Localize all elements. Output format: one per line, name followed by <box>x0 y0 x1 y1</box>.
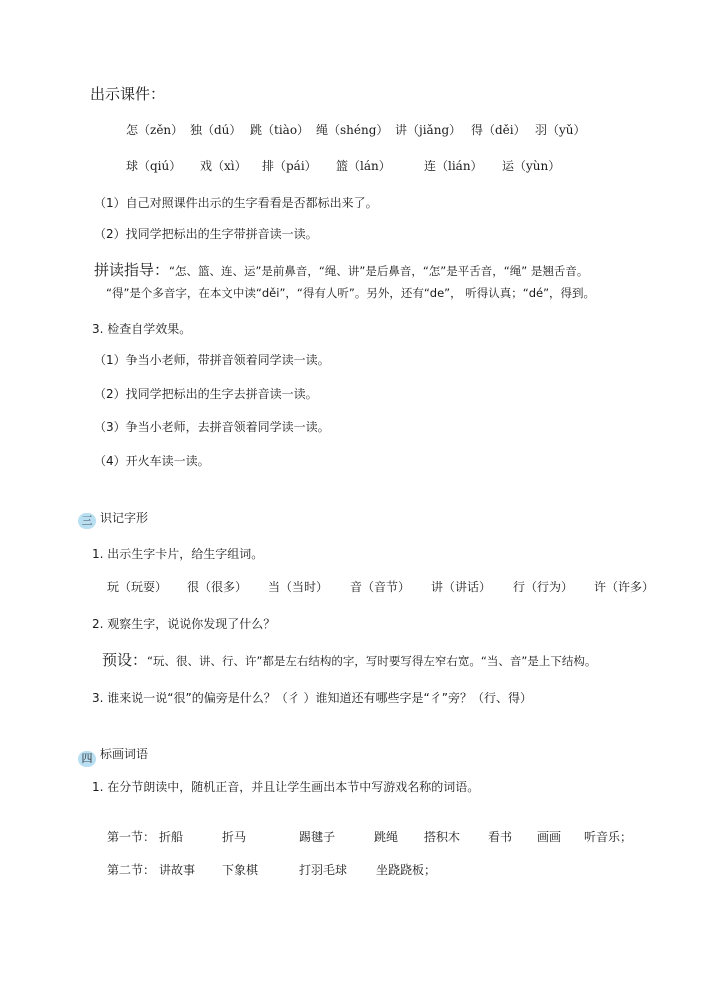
word-item: 很（很多） <box>187 580 248 594</box>
check-item: （1）争当小老师，带拼音领着同学读一读。 <box>94 353 330 367</box>
step-1: （1）自己对照课件出示的生字看看是否都标出来了。 <box>94 196 378 210</box>
word-item: 行（行为） <box>513 580 574 594</box>
char-item: 跳（tiào） <box>250 123 310 137</box>
game-word: 打羽毛球 <box>299 863 348 877</box>
char-item: 连（lián） <box>424 159 483 173</box>
char-item: 独（dú） <box>190 123 242 137</box>
game-word: 坐跷跷板； <box>376 863 437 877</box>
char-item: 排（pái） <box>262 159 317 173</box>
char-item: 运（yùn） <box>502 159 561 173</box>
word-item: 玩（玩耍） <box>107 580 168 594</box>
section-3-item-2: 2. 观察生字，说说你发现了什么？ <box>92 617 276 631</box>
game-word: 搭积木 <box>424 830 461 844</box>
char-item: 篮（lán） <box>336 159 391 173</box>
pronunciation-guide <box>94 260 588 280</box>
step-2: （2）找同学把标出的生字带拼音读一读。 <box>94 227 318 241</box>
char-item: 绳（shéng） <box>316 123 389 137</box>
guide-label: 拼读指导： <box>94 261 170 279</box>
check-item: （2）找同学把标出的生字去拼音读一读。 <box>94 387 318 401</box>
section-label: 第一节： <box>107 830 156 844</box>
section-3-item-3: 3. 谁来说一说“很”的偏旁是什么？（彳 ）谁知道还有哪些字是“彳”旁？（行、得） <box>92 691 532 705</box>
game-word: 折船 <box>159 830 184 844</box>
word-item: 许（许多） <box>594 580 655 594</box>
section-3-item-1: 1. 出示生字卡片，给生字组词。 <box>92 547 264 561</box>
game-word: 折马 <box>222 830 247 844</box>
check-item: （4）开火车读一读。 <box>94 454 210 468</box>
section-3-badge: 三 <box>78 513 96 529</box>
courseware-heading: 出示课件： <box>90 85 166 103</box>
check-item: （3）争当小老师，去拼音领着同学读一读。 <box>94 420 330 434</box>
char-item: 戏（xì） <box>200 159 247 173</box>
guide-line-2: “得”是个多音字，在本文中读“děi”，“得有人听”。另外，还有“de”， 听得认真；“dé”，得到。 <box>106 286 596 300</box>
game-word: 看书 <box>488 830 513 844</box>
char-item: 得（děi） <box>471 123 526 137</box>
section-4-item-1: 1. 在分节朗读中，随机正音，并且让学生画出本节中写游戏名称的词语。 <box>92 780 480 794</box>
game-word: 讲故事 <box>159 863 196 877</box>
game-word: 踢毽子 <box>299 830 336 844</box>
char-item: 羽（yǔ） <box>535 123 586 137</box>
char-item: 怎（zěn） <box>126 123 184 137</box>
word-item: 讲（讲话） <box>431 580 492 594</box>
word-item: 音（音节） <box>350 580 411 594</box>
game-word: 听音乐； <box>584 830 633 844</box>
game-word: 画画 <box>537 830 562 844</box>
check-heading: 3. 检查自学效果。 <box>92 322 192 336</box>
section-3-title: 识记字形 <box>100 511 149 525</box>
char-item: 球（qiú） <box>126 159 182 173</box>
section-4-badge: 四 <box>78 751 96 767</box>
preset-text: “玩、很、讲、行、许”都是左右结构的字，写时要写得左窄右宽。“当、音”是上下结构。 <box>147 654 597 668</box>
guide-line-1: “怎、篮、连、运”是前鼻音，“绳、讲”是后鼻音，“怎”是平舌音，“绳” 是翘舌音。 <box>169 264 589 278</box>
preset-label: 预设： <box>102 651 148 669</box>
section-label: 第二节： <box>107 863 156 877</box>
word-item: 当（当时） <box>268 580 329 594</box>
section-4-title: 标画词语 <box>100 747 149 761</box>
game-word: 跳绳 <box>374 830 399 844</box>
preset-answer <box>102 650 596 670</box>
char-item: 讲（jiǎng） <box>395 123 462 137</box>
game-word: 下象棋 <box>222 863 259 877</box>
